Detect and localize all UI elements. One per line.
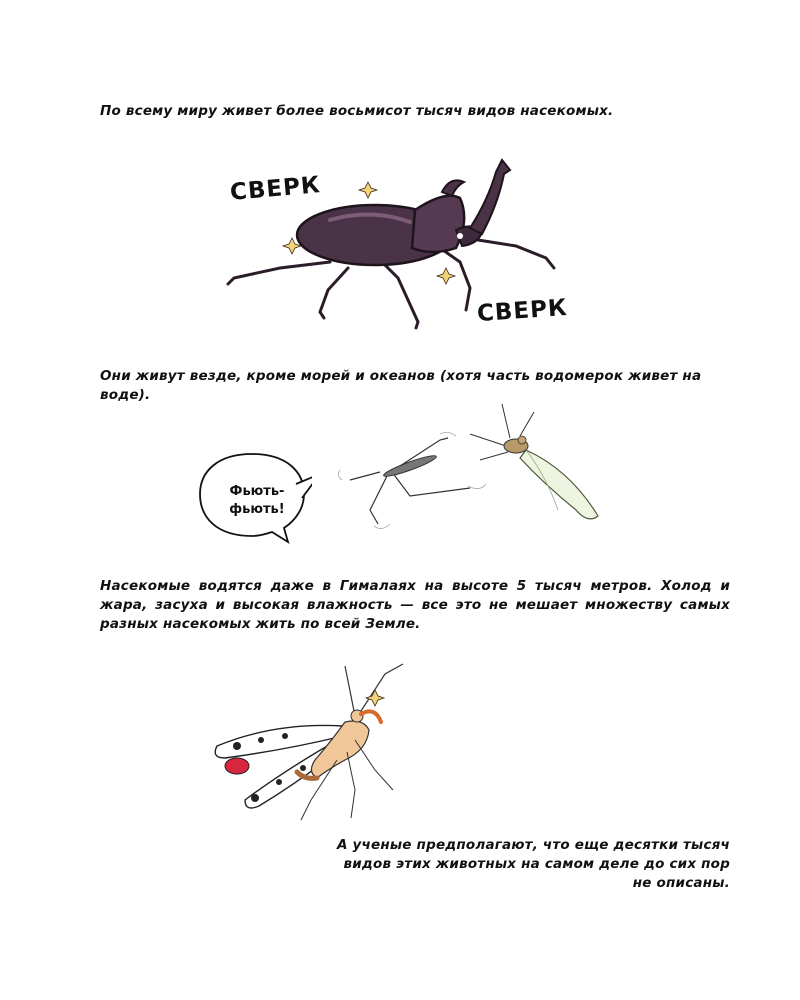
speech-bubble-text	[202, 483, 312, 519]
speech-line-1: Фьють-	[229, 484, 285, 499]
sound-effect-sparkle: СВЕРК	[476, 294, 569, 328]
paragraph-intro: По всему миру живет более восьмисот тысяч видов насекомых.	[100, 103, 614, 119]
water-strider-and-mayfly-illustration	[330, 400, 620, 540]
scorpionfly-illustration	[205, 660, 425, 830]
paragraph-habitats: Они живут везде, кроме морей и океанов (хотя часть водомерок живет на воде).	[100, 368, 702, 403]
sound-effect-sparkle: СВЕРК	[229, 172, 322, 206]
sparkle-icon	[366, 690, 384, 706]
paragraph-undescribed-species: А ученые предполагают, что еще десятки тысяч видов этих животных на самом деле до сих пор не описаны.	[336, 837, 730, 891]
speech-line-2: фьють!	[229, 502, 285, 517]
paragraph-himalayas: Насекомые водятся даже в Гималаях на высоте 5 тысяч метров. Холод и жара, засуха и высокая влажность — все это не мешает множеству самых разных насекомых жить по всей Земле.	[100, 578, 730, 632]
